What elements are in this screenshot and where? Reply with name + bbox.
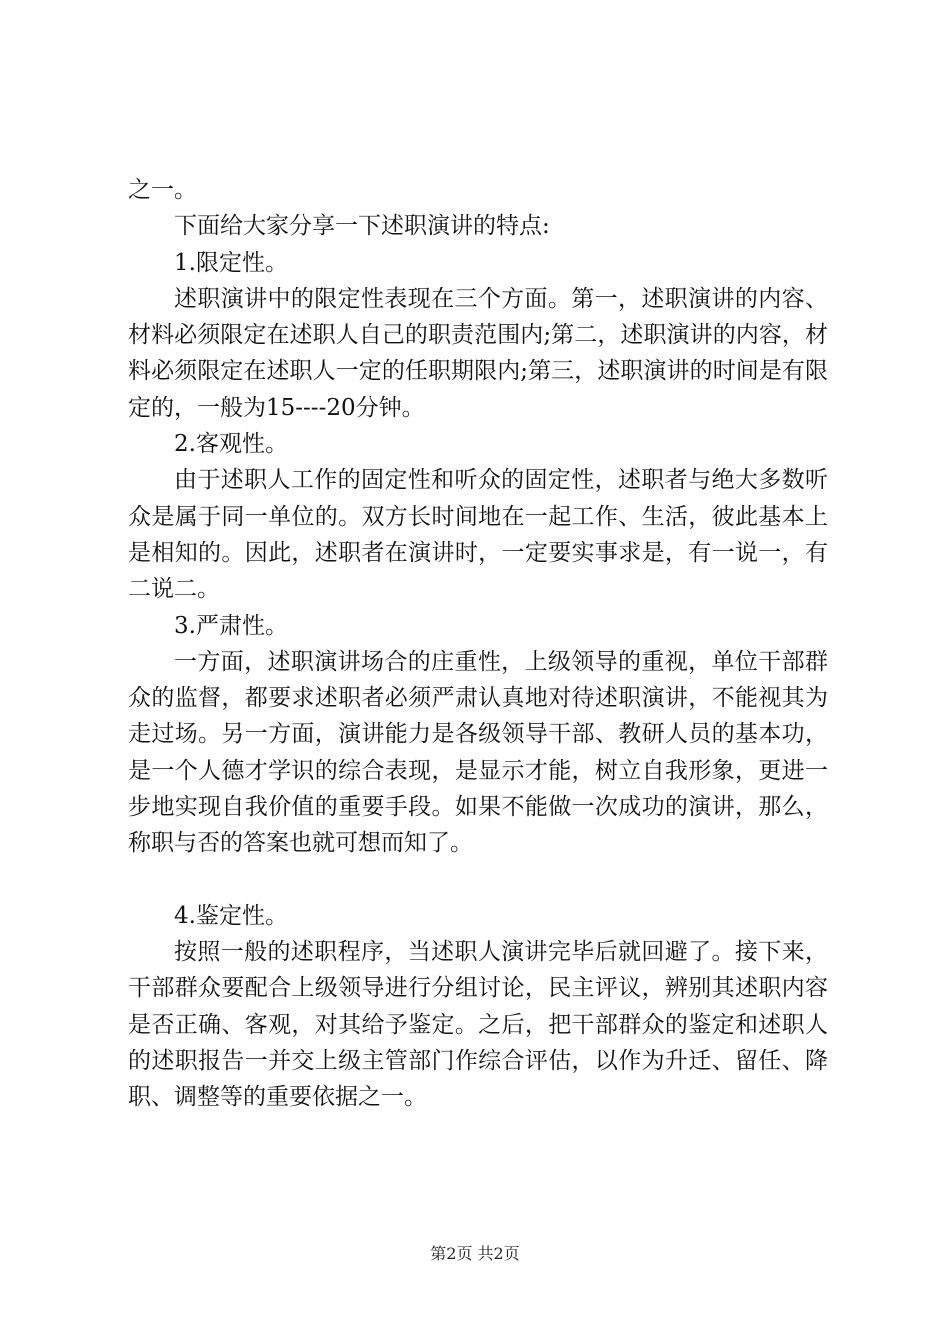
paragraph-intro: 下面给大家分享一下述职演讲的特点: (174, 213, 550, 240)
page-footer: 第2页 共2页 (430, 1244, 520, 1263)
heading-serious: 3.严肃性。 (174, 612, 288, 639)
paragraph-continuation: 之一。 (128, 177, 197, 203)
document-body (128, 172, 828, 1115)
paragraph-objective: 由于述职人工作的固定性和听众的固定性，述职者与绝大多数听众是属于同一单位的。双方长时间地在一起工作、生活，彼此基本上是相知的。因此，述职者在演讲时，一定要实事求是，有一说一，有二说二。 (128, 467, 828, 603)
paragraph-serious: 一方面，述职演讲场合的庄重性，上级领导的重视，单位干部群众的监督，都要求述职者必须严肃认真地对待述职演讲，不能视其为走过场。另一方面，演讲能力是各级领导干部、教研人员的基本功，是一个人德才学识的综合表现，是显示才能，树立自我形象，更进一步地实现自我价值的重要手段。如果不能做一次成功的演讲，那么，称职与否的答案也就可想而知了。 (128, 648, 828, 857)
heading-appraisal: 4.鉴定性。 (174, 902, 288, 929)
heading-objective: 2.客观性。 (174, 431, 288, 458)
paragraph-appraisal: 按照一般的述职程序，当述职人演讲完毕后就回避了。接下来，干部群众要配合上级领导进行分组讨论，民主评议，辨别其述职内容是否正确、客观，对其给予鉴定。之后，把干部群众的鉴定和述职人的述职报告一并交上级主管部门作综合评估，以作为升迁、留任、降职、调整等的重要依据之一。 (128, 938, 828, 1111)
paragraph-limited: 述职演讲中的限定性表现在三个方面。第一，述职演讲的内容、材料必须限定在述职人自己的职责范围内;第二，述职演讲的内容，材料必须限定在述职人一定的任职期限内;第三，述职演讲的时间是有限定的，一般为15----20分钟。 (128, 285, 828, 421)
heading-limited: 1.限定性。 (174, 249, 288, 276)
